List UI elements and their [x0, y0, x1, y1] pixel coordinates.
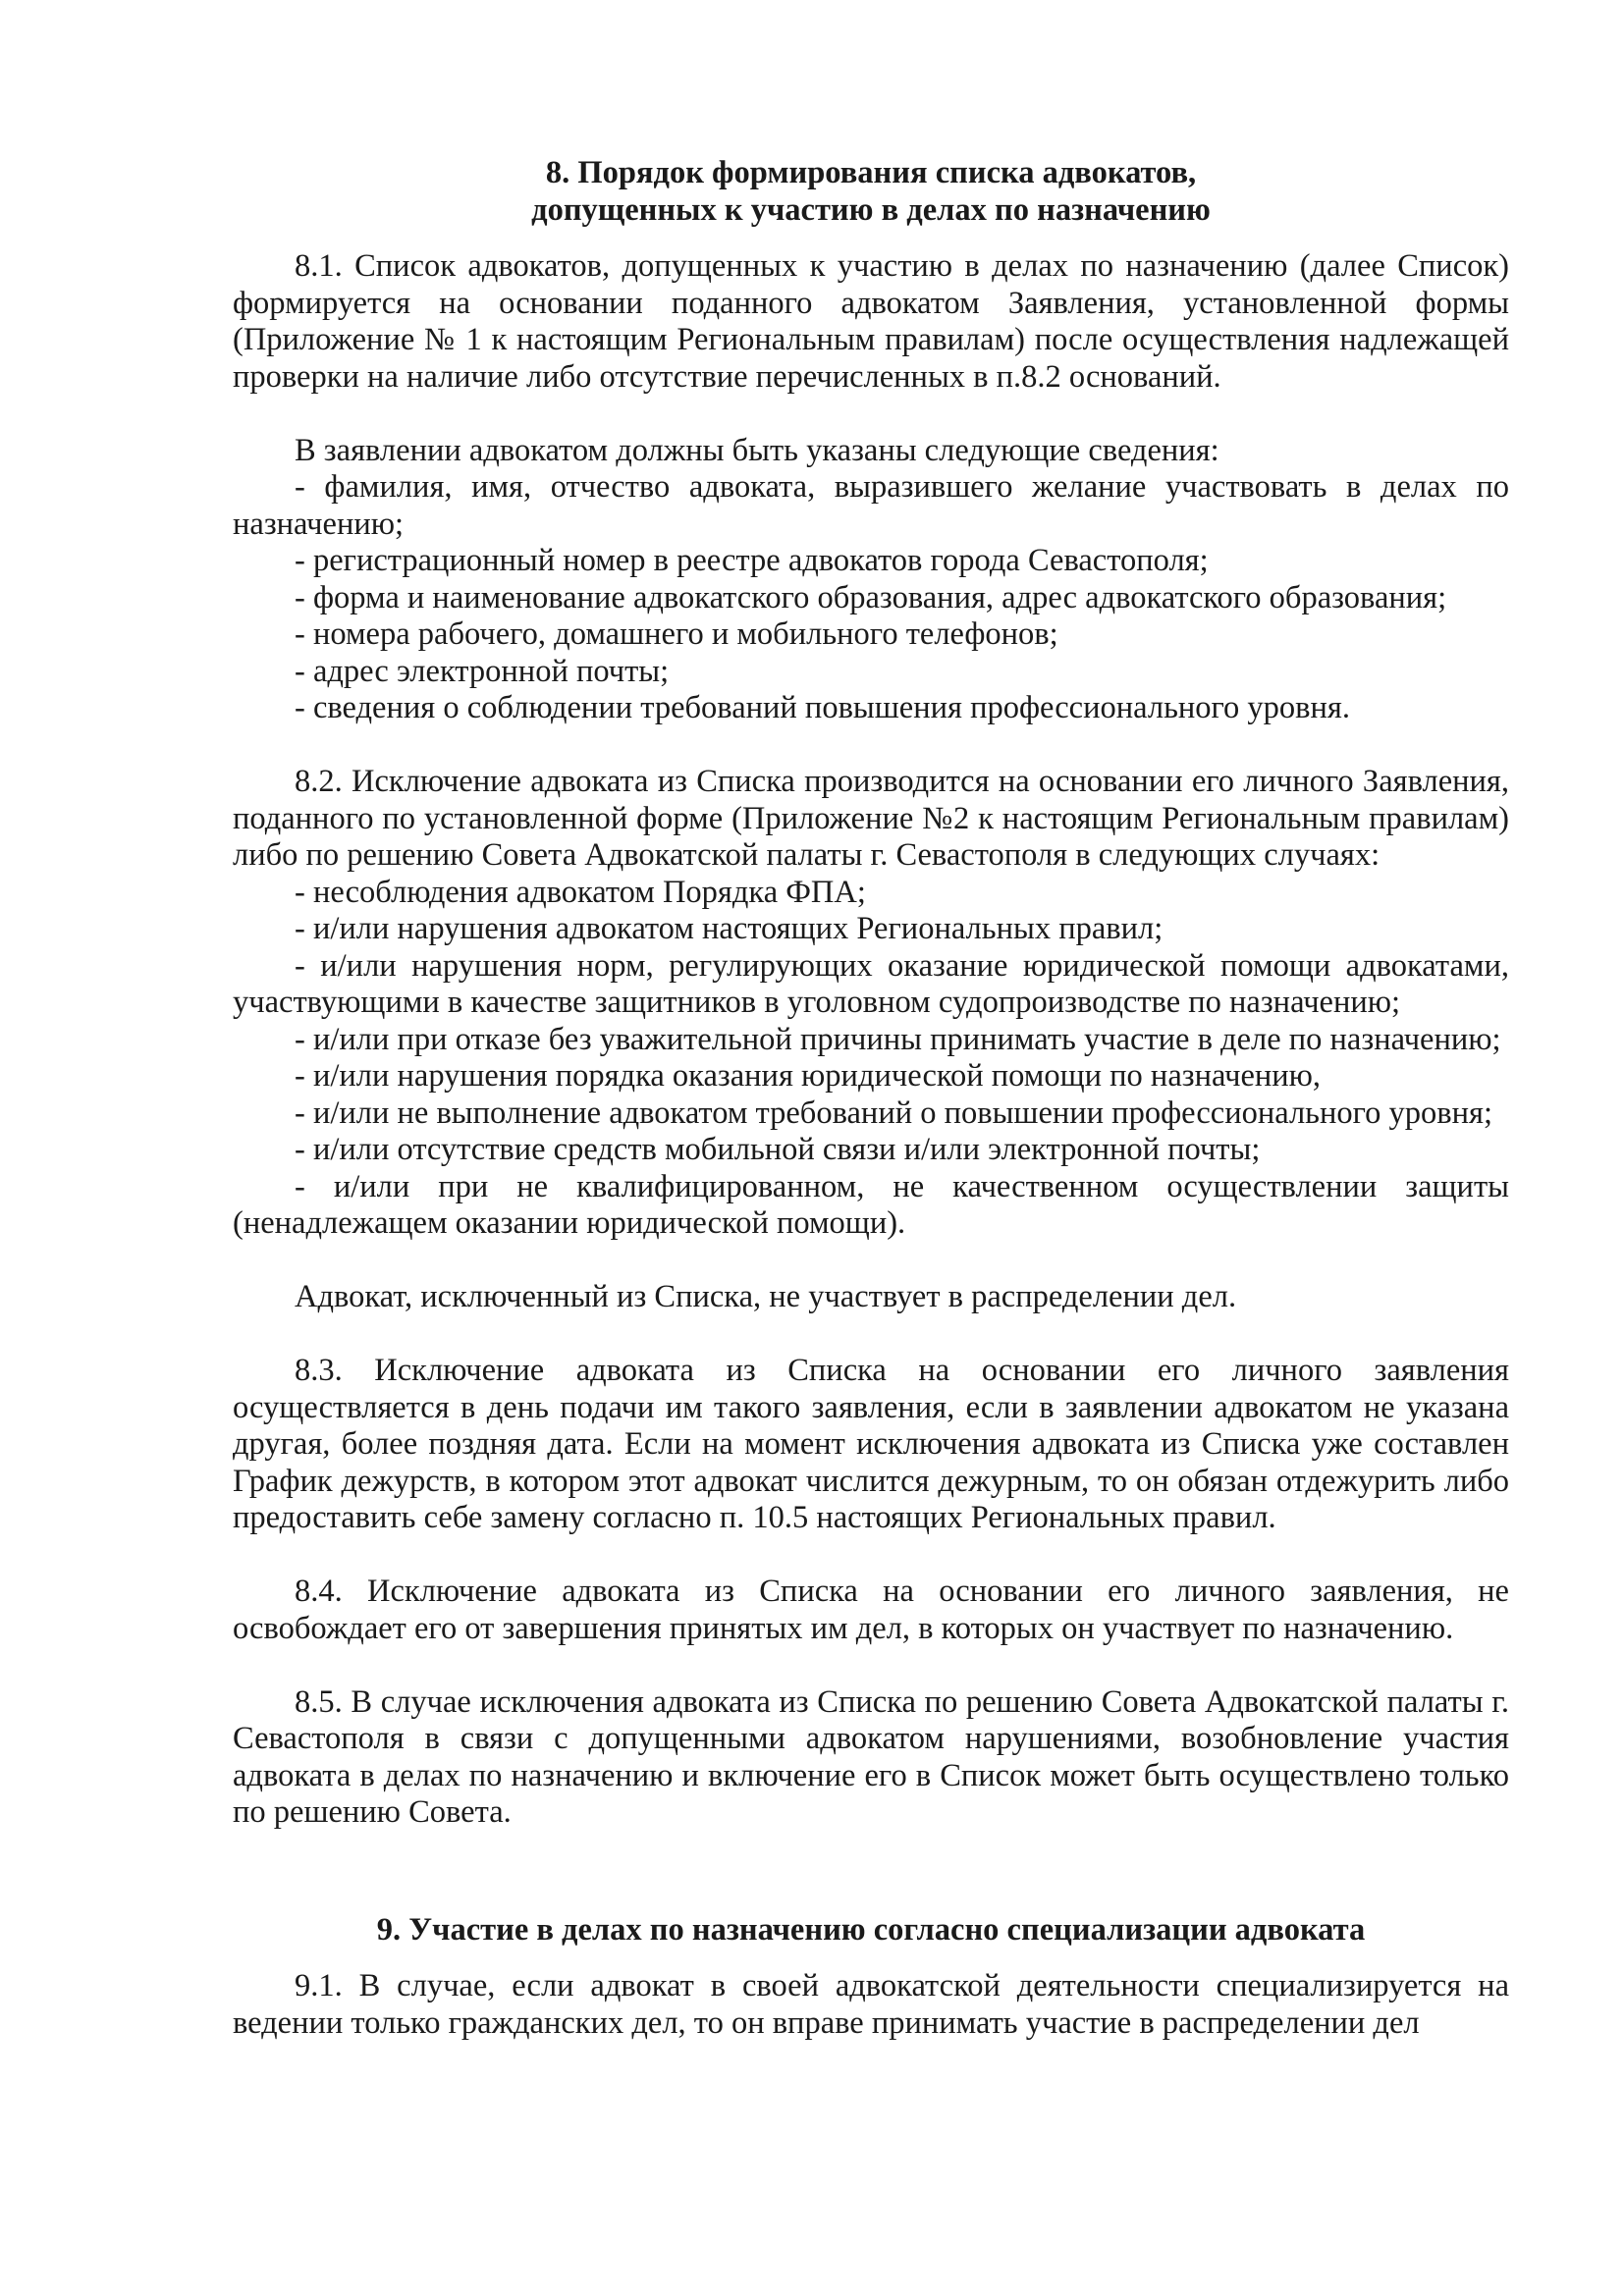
exclusion-item: - и/или нарушения адвокатом настоящих Региональных правил; — [295, 911, 1164, 946]
exclusion-item: - несоблюдения адвокатом Порядка ФПА; — [295, 874, 866, 910]
excluded-note: Адвокат, исключенный из Списка, не участвует в распределении дел. — [295, 1279, 1237, 1314]
paragraph-8-2: 8.2. Исключение адвоката из Списка производится на основании его личного Заявления, поданного по установленной форме (Приложение №2 к настоящим Региональным правилам) либо по решению Совета Адвокатской палаты г. Севастополя в следующих случаях: — [233, 764, 1509, 873]
paragraph-8-3: 8.3. Исключение адвоката из Списка на основании его личного заявления осуществляется в день подачи им такого заявления, если в заявлении адвокатом не указана другая, более поздняя дата. Если на момент исключения адвоката из Списка уже составлен График дежурств, в котором этот адвокат числится дежурным, то он обязан отдежурить либо предоставить себе замену согласно п. 10.5 настоящих Региональных правил. — [233, 1353, 1509, 1535]
application-item: - сведения о соблюдении требований повышения профессионального уровня. — [295, 690, 1350, 725]
exclusion-item: - и/или при не квалифицированном, не качественном осуществлении защиты (ненадлежащем оказании юридической помощи). — [233, 1168, 1509, 1241]
section-8 — [233, 155, 1509, 1832]
application-item: - форма и наименование адвокатского образования, адрес адвокатского образования; — [295, 579, 1447, 615]
application-item: - адрес электронной почты; — [295, 653, 670, 689]
exclusion-item: - и/или при отказе без уважительной причины принимать участие в деле по назначению; — [295, 1021, 1501, 1057]
application-intro: В заявлении адвокатом должны быть указаны следующие сведения: — [295, 432, 1219, 468]
section-8-title-line-1: 8. Порядок формирования списка адвокатов, — [545, 155, 1197, 190]
paragraph-8-1: 8.1. Список адвокатов, допущенных к участию в делах по назначению (далее Список) формируется на основании поданного адвокатом Заявления, установленной формы (Приложение № 1 к настоящим Региональным правилам) после осуществления надлежащей проверки на наличие либо отсутствие перечисленных в п.8.2 оснований. — [233, 248, 1509, 395]
exclusion-item: - и/или отсутствие средств мобильной связи и/или электронной почты; — [295, 1132, 1261, 1167]
application-item: - фамилия, имя, отчество адвоката, выразившего желание участвовать в делах по назначению; — [233, 469, 1509, 542]
application-item: - регистрационный номер в реестре адвокатов города Севастополя; — [295, 543, 1209, 578]
section-9 — [233, 1912, 1509, 2043]
document-page — [233, 155, 1509, 2042]
paragraph-8-5: 8.5. В случае исключения адвоката из Списка по решению Совета Адвокатской палаты г. Севастополя в связи с допущенными адвокатом нарушениями, возобновление участия адвоката в делах по назначению и включение его в Список может быть осуществлено только по решению Совета. — [233, 1683, 1509, 1830]
paragraph-8-4: 8.4. Исключение адвоката из Списка на основании его личного заявления, не освобождает его от завершения принятых им дел, в которых он участвует по назначению. — [233, 1574, 1509, 1646]
section-9-title: 9. Участие в делах по назначению согласно специализации адвоката — [376, 1911, 1366, 1948]
application-item: - номера рабочего, домашнего и мобильного телефонов; — [295, 616, 1058, 652]
exclusion-item: - и/или нарушения норм, регулирующих оказание юридической помощи адвокатами, участвующими в качестве защитников в уголовном судопроизводстве по назначению; — [233, 947, 1509, 1020]
section-8-title-line-2: допущенных к участию в делах по назначению — [531, 191, 1211, 228]
exclusion-item: - и/или не выполнение адвокатом требований о повышении профессионального уровня; — [295, 1095, 1493, 1131]
paragraph-9-1: 9.1. В случае, если адвокат в своей адвокатской деятельности специализируется на ведении только гражданских дел, то он вправе принимать участие в распределении дел — [233, 1968, 1509, 2041]
exclusion-item: - и/или нарушения порядка оказания юридической помощи по назначению, — [295, 1058, 1322, 1094]
